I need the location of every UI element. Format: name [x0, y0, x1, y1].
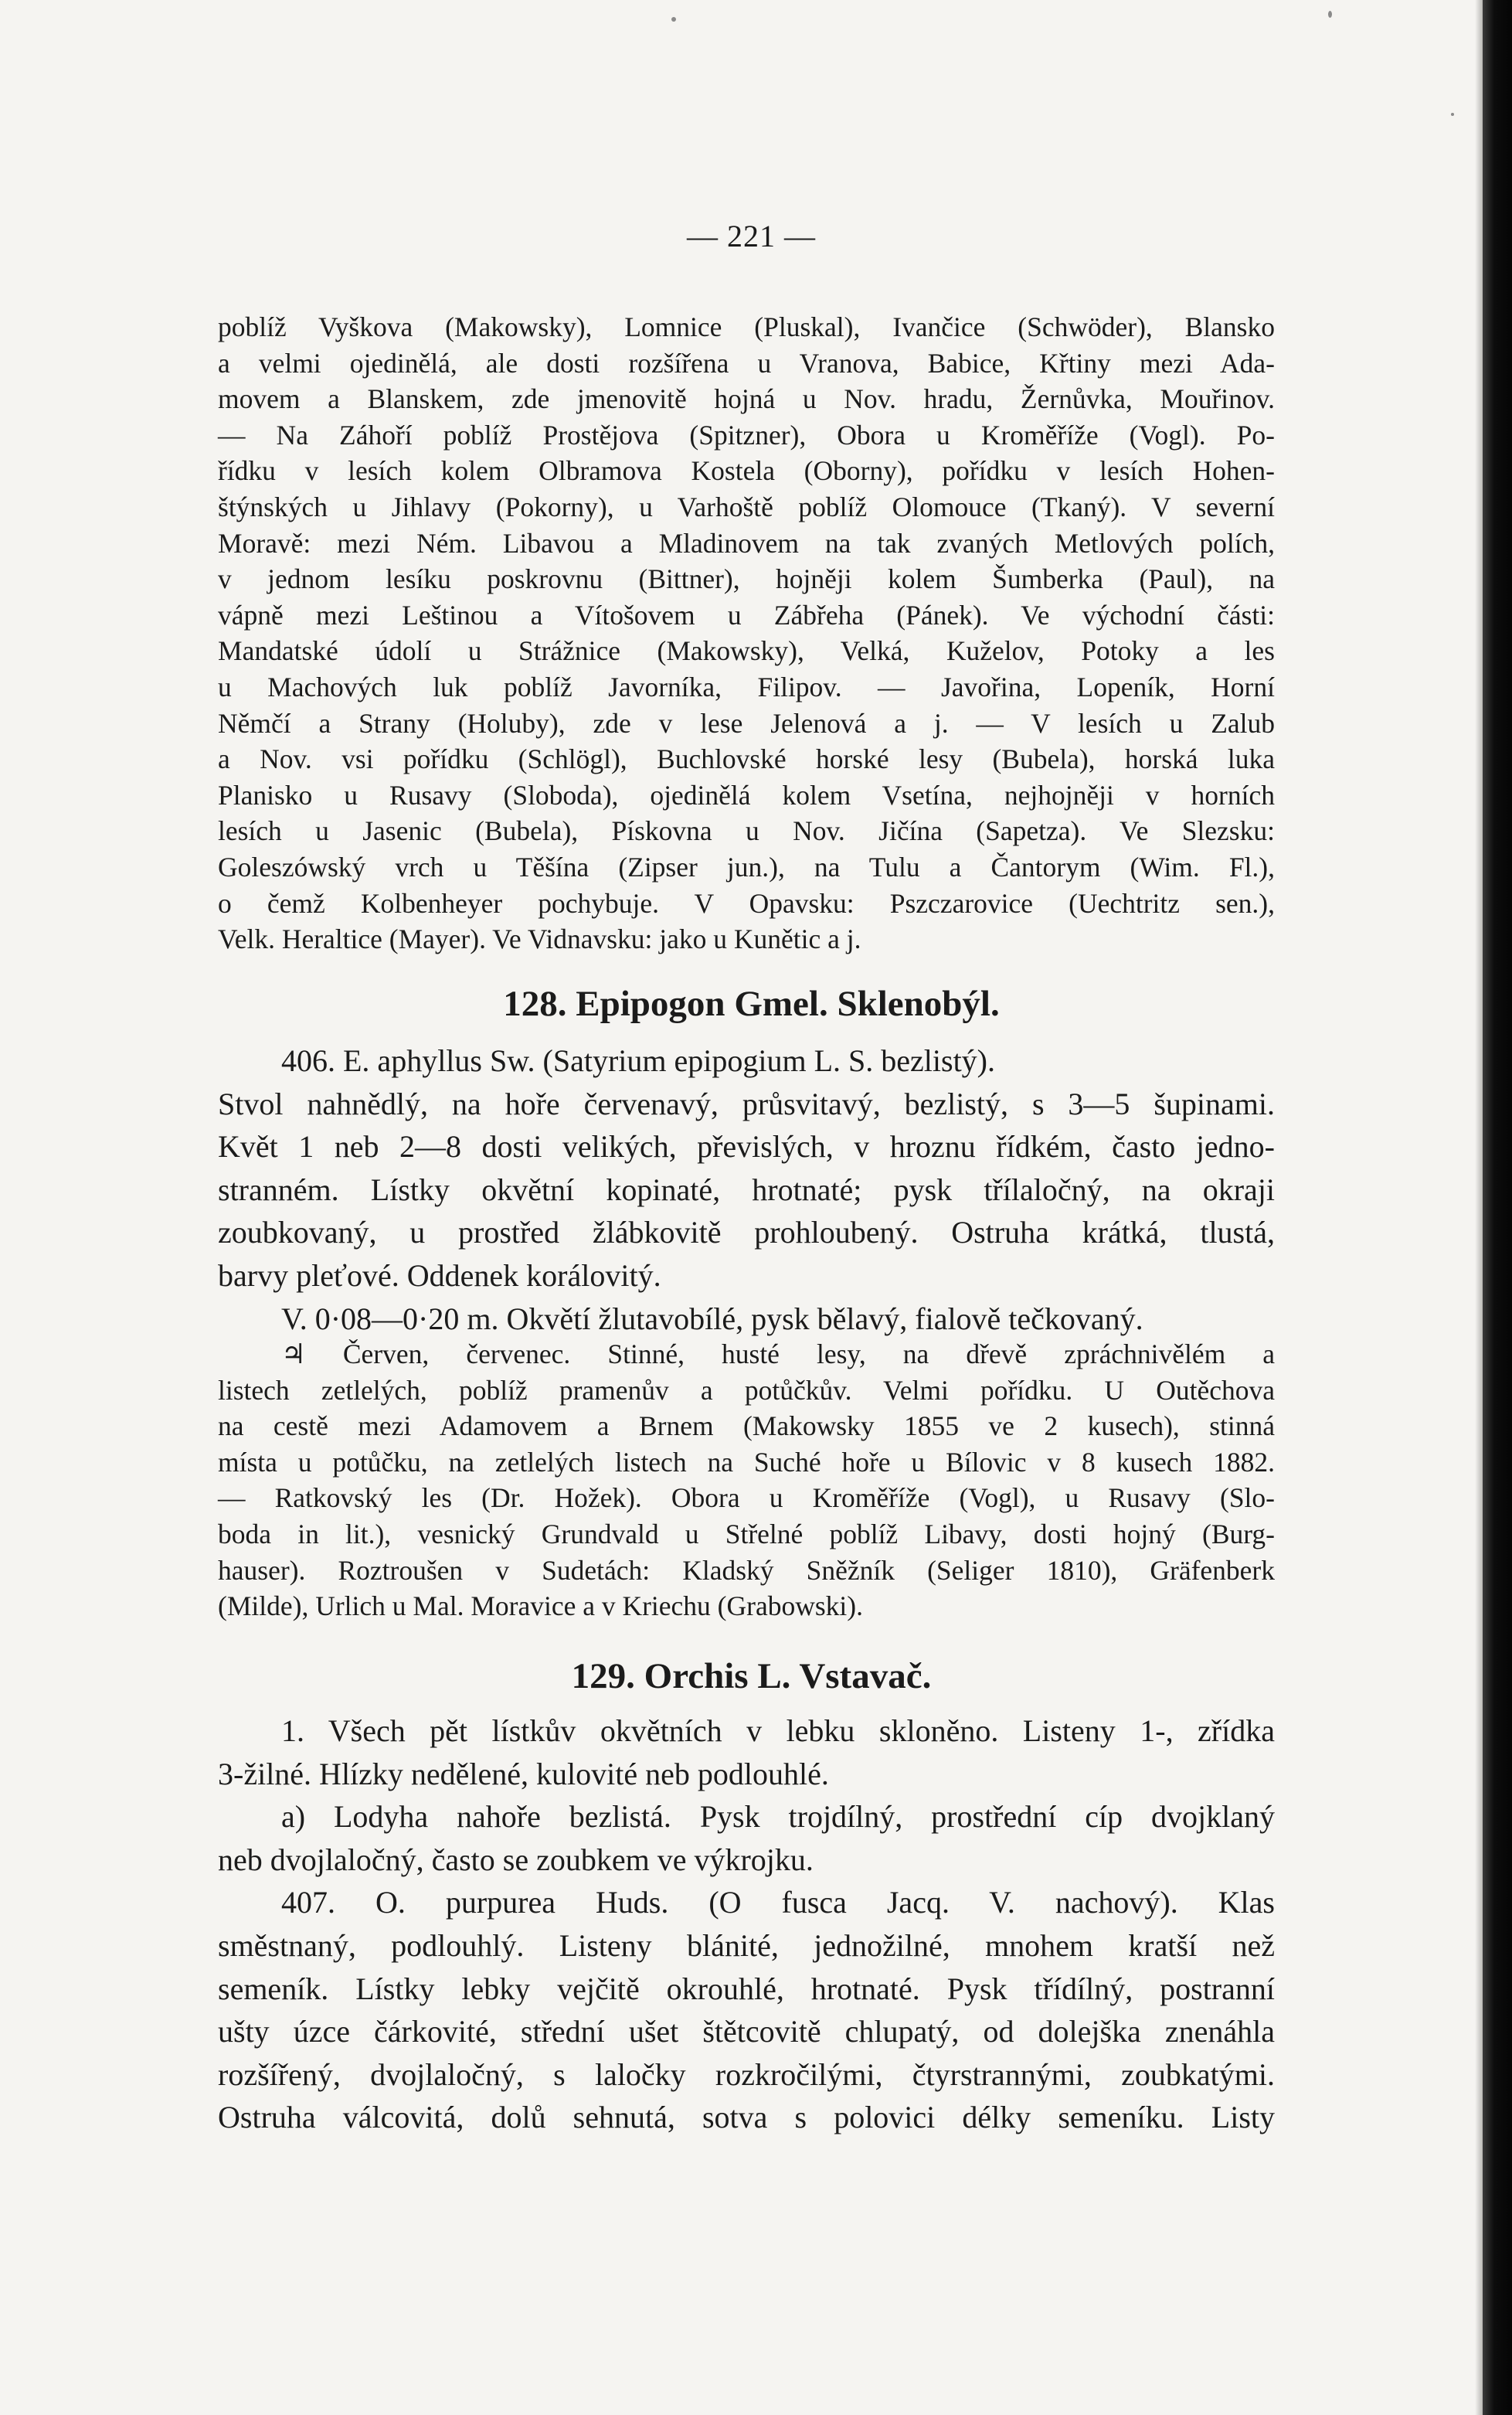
text-line: Planisko u Rusavy (Sloboda), ojedinělá kolem Vsetína, nejhojněji v horních	[218, 779, 1275, 811]
scan-border	[1483, 0, 1512, 2415]
text-line: ♃ Červen, červenec. Stinné, husté lesy, na dřevě zpráchnivělém a	[281, 1338, 1275, 1369]
text-line: boda in lit.), vesnický Grundvald u Střelné poblíž Libavy, dosti hojný (Burg-	[218, 1518, 1275, 1549]
section-129-text	[218, 1709, 1275, 2139]
text-line: 1. Všech pět lístkův okvětních v lebku skloněno. Listeny 1-, zřídka	[281, 1713, 1275, 1748]
text-line: Němčí a Strany (Holuby), zde v lese Jelenová a j. — V lesích u Zalub	[218, 707, 1275, 739]
text-line: a) Lodyha nahoře bezlistá. Pysk trojdílný, prostřední cíp dvojklaný	[281, 1799, 1275, 1835]
text-line: o čemž Kolbenheyer pochybuje. V Opavsku: Pszczarovice (Uechtritz sen.),	[218, 887, 1275, 919]
section-128-heading: 128. Epipogon Gmel. Sklenobýl.	[503, 984, 1000, 1024]
text-line: Velk. Heraltice (Mayer). Ve Vidnavsku: jako u Kunětic a j.	[218, 923, 861, 955]
text-line: vápně mezi Leštinou a Vítošovem u Zábřeha (Pánek). Ve východní části:	[218, 599, 1275, 631]
text-line: Stvol nahnědlý, na hoře červenavý, průsvitavý, bezlistý, s 3—5 šupinami.	[218, 1086, 1275, 1121]
text-line: Květ 1 neb 2—8 dosti velikých, převislých, v hroznu řídkém, často jedno-	[218, 1129, 1275, 1165]
scan-speck	[1451, 113, 1454, 116]
text-line: ušty úzce čárkovité, střední ušet štětcovitě chlupatý, od dolejška znenáhla	[218, 2014, 1275, 2049]
page-number: — 221 —	[687, 219, 816, 253]
text-line: 407. O. purpurea Huds. (O fusca Jacq. V. nachový). Klas	[281, 1885, 1275, 1920]
text-line: hauser). Roztroušen v Sudetách: Kladský Sněžník (Seliger 1810), Gräfenberk	[218, 1554, 1275, 1586]
text-line: štýnských u Jihlavy (Pokorny), u Varhoště poblíž Olomouce (Tkaný). V severní	[218, 491, 1275, 522]
text-line: (Milde), Urlich u Mal. Moravice a v Kriechu (Grabowski).	[218, 1590, 863, 1622]
text-line: Goleszówský vrch u Těšína (Zipser jun.), na Tulu a Čantorym (Wim. Fl.),	[218, 851, 1275, 883]
text-line: 3-žilné. Hlízky nedělené, kulovité neb podlouhlé.	[218, 1756, 829, 1791]
section-129-heading: 129. Orchis L. Vstavač.	[571, 1656, 932, 1696]
text-line: neb dvojlaločný, často se zoubkem ve výkrojku.	[218, 1842, 814, 1877]
text-line: poblíž Vyškova (Makowsky), Lomnice (Pluskal), Ivančice (Schwöder), Blansko	[218, 311, 1275, 342]
text-line: Moravě: mezi Ném. Libavou a Mladinovem na tak zvaných Metlových polích,	[218, 527, 1275, 559]
text-line: Mandatské údolí u Strážnice (Makowsky), Velká, Kuželov, Potoky a les	[218, 635, 1275, 667]
text-line: V. 0·08—0·20 m. Okvětí žlutavobílé, pysk bělavý, fialově tečkovaný.	[281, 1301, 1143, 1336]
text-line: a velmi ojedinělá, ale dosti rozšířena u Vranova, Babice, Křtiny mezi Ada-	[218, 347, 1275, 379]
text-line: a Nov. vsi pořídku (Schlögl), Buchlovské horské lesy (Bubela), horská luka	[218, 743, 1275, 775]
text-line: barvy pleťové. Oddenek korálovitý.	[218, 1257, 661, 1293]
text-line: — Na Záhoří poblíž Prostějova (Spitzner), Obora u Kroměříže (Vogl). Po-	[218, 419, 1275, 451]
text-line: movem a Blanskem, zde jmenovitě hojná u Nov. hradu, Žernůvka, Mouřinov.	[218, 383, 1275, 415]
text-line: zoubkovaný, u prostřed žlábkovitě prohloubený. Ostruha krátká, tlustá,	[218, 1215, 1275, 1250]
text-line: rozšířený, dvojlaločný, s laločky rozkročilými, čtyrstrannými, zoubkatými.	[218, 2056, 1275, 2092]
text-line: na cestě mezi Adamovem a Brnem (Makowsky 1855 ve 2 kusech), stinná	[218, 1410, 1275, 1442]
text-line: řídku v lesích kolem Olbramova Kostela (Oborny), pořídku v lesích Hohen-	[218, 455, 1275, 487]
scan-speck	[1328, 11, 1332, 18]
text-line: místa u potůčku, na zetlelých listech na Suché hoře u Bílovic v 8 kusech 1882.	[218, 1446, 1275, 1478]
text-line: u Machových luk poblíž Javorníka, Filipov. — Javořina, Lopeník, Horní	[218, 671, 1275, 702]
text-line: lesích u Jasenic (Bubela), Pískovna u Nov. Jičína (Sapetza). Ve Slezsku:	[218, 815, 1275, 847]
text-line: listech zetlelých, poblíž pramenův a potůčkův. Velmi pořídku. U Outěchova	[218, 1374, 1275, 1406]
scan-shadow	[1475, 0, 1483, 2415]
text-line: stranném. Lístky okvětní kopinaté, hrotnaté; pysk třílaločný, na okraji	[218, 1172, 1275, 1207]
continuation-paragraph	[218, 309, 1275, 957]
species-406-description	[218, 1039, 1275, 1340]
text-line: směstnaný, podlouhlý. Listeny blánité, jednožilné, mnohem kratší než	[218, 1927, 1275, 1963]
text-line: Ostruha válcovitá, dolů sehnutá, sotva s polovici délky semeníku. Listy	[218, 2100, 1275, 2135]
text-line: — Ratkovský les (Dr. Hožek). Obora u Kroměříže (Vogl), u Rusavy (Slo-	[218, 1482, 1275, 1514]
scan-speck	[671, 17, 676, 22]
text-line: 406. E. aphyllus Sw. (Satyrium epipogium L. S. bezlistý).	[281, 1043, 996, 1078]
text-line: v jednom lesíku poskrovnu (Bittner), hojněji kolem Šumberka (Paul), na	[218, 563, 1275, 595]
text-line: semeník. Lístky lebky vejčitě okrouhlé, hrotnaté. Pysk třídílný, postranní	[218, 1971, 1275, 2006]
species-406-localities	[218, 1336, 1275, 1624]
